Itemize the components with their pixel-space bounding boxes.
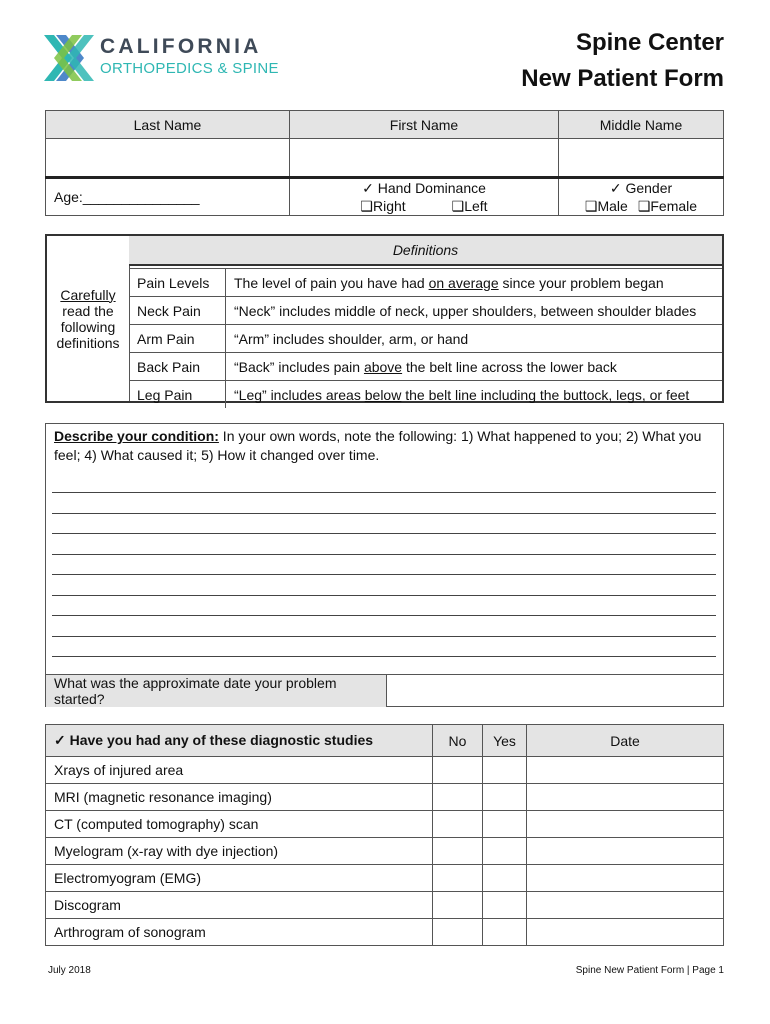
definition-text: “Leg” includes areas below the belt line including the buttock, legs, or feet [226,381,723,409]
study-name: Discogram [46,892,433,919]
table-row [46,811,724,838]
study-name: Electromyogram (EMG) [46,865,433,892]
definition-text: “Back” includes pain above the belt line across the lower back [226,353,723,381]
date-field[interactable] [527,784,724,811]
table-row [46,865,724,892]
yes-checkbox[interactable] [483,838,527,865]
definition-text: “Arm” includes shoulder, arm, or hand [226,325,723,353]
condition-prompt: In your own words, note the following: 1) What happened to you; 2) What you feel; 4) What caused it; 5) How it changed over time. [54,428,702,463]
yes-header: Yes [483,725,527,757]
middle-name-field[interactable] [559,139,724,178]
table-row [46,919,724,946]
instruction-line-4: definitions [56,334,120,351]
female-checkbox[interactable]: ❑Female [637,198,698,214]
age-field[interactable] [46,178,290,216]
form-title-line-2: New Patient Form [521,65,724,92]
condition-label: Describe your condition: [54,428,219,444]
logo-mark-icon [42,33,96,83]
condition-section [45,423,724,707]
definitions-instruction [47,236,130,401]
no-header: No [433,725,483,757]
last-name-header: Last Name [46,111,290,139]
yes-checkbox[interactable] [483,892,527,919]
no-checkbox[interactable] [433,865,483,892]
date-field[interactable] [527,811,724,838]
no-checkbox[interactable] [433,919,483,946]
study-name: MRI (magnetic resonance imaging) [46,784,433,811]
age-label: Age:_______________ [54,189,200,205]
first-name-header: First Name [290,111,559,139]
logo-line-2: ORTHOPEDICS & SPINE [100,60,279,77]
definition-term: Pain Levels [129,269,226,297]
problem-start-date-label: What was the approximate date your problem started? [46,675,387,707]
date-field[interactable] [527,865,724,892]
left-hand-checkbox[interactable]: ❑Left [451,198,488,214]
instruction-line-1: Carefully [60,286,116,303]
male-checkbox[interactable]: ❑Male [584,198,628,214]
definition-term: Back Pain [129,353,226,381]
gender-label: ✓ Gender [609,180,673,196]
date-field[interactable] [527,757,724,784]
no-checkbox[interactable] [433,757,483,784]
footer-date: July 2018 [48,965,91,976]
no-checkbox[interactable] [433,892,483,919]
date-field[interactable] [527,838,724,865]
hand-dominance-cell [290,178,559,216]
last-name-field[interactable] [46,139,290,178]
patient-name-table [45,110,724,216]
problem-start-date-row [46,674,723,707]
hand-dominance-label: ✓ Hand Dominance [362,180,486,196]
study-name: CT (computed tomography) scan [46,811,433,838]
table-row [46,838,724,865]
definitions-section [45,234,724,403]
logo-line-1: CALIFORNIA [100,35,262,58]
definitions-header: Definitions [129,236,722,266]
diagnostic-studies-header: ✓ Have you had any of these diagnostic studies [46,725,433,757]
middle-name-header: Middle Name [559,111,724,139]
no-checkbox[interactable] [433,784,483,811]
table-row [46,892,724,919]
table-row [46,784,724,811]
instruction-line-3: following [60,318,116,335]
yes-checkbox[interactable] [483,919,527,946]
study-name: Arthrogram of sonogram [46,919,433,946]
form-title-line-1: Spine Center [575,29,724,56]
yes-checkbox[interactable] [483,784,527,811]
date-field[interactable] [527,892,724,919]
company-logo [42,33,302,83]
problem-start-date-field[interactable] [388,675,723,707]
study-name: Xrays of injured area [46,757,433,784]
gender-cell [559,178,724,216]
no-checkbox[interactable] [433,838,483,865]
definition-term: Arm Pain [129,325,226,353]
table-row [46,757,724,784]
yes-checkbox[interactable] [483,757,527,784]
no-checkbox[interactable] [433,811,483,838]
definition-text: The level of pain you have had on average since your problem began [226,269,723,297]
date-field[interactable] [527,919,724,946]
right-hand-checkbox[interactable]: ❑Right [360,198,406,214]
study-name: Myelogram (x-ray with dye injection) [46,838,433,865]
diagnostic-studies-table [45,724,724,946]
definition-text: “Neck” includes middle of neck, upper shoulders, between shoulder blades [226,297,723,325]
yes-checkbox[interactable] [483,811,527,838]
condition-instructions [54,427,714,465]
footer-page-label: Spine New Patient Form | Page 1 [575,965,724,976]
first-name-field[interactable] [290,139,559,178]
yes-checkbox[interactable] [483,865,527,892]
instruction-line-2: read the [62,302,114,319]
definitions-table [129,268,722,408]
definition-term: Leg Pain [129,381,226,409]
definition-term: Neck Pain [129,297,226,325]
date-header: Date [527,725,724,757]
